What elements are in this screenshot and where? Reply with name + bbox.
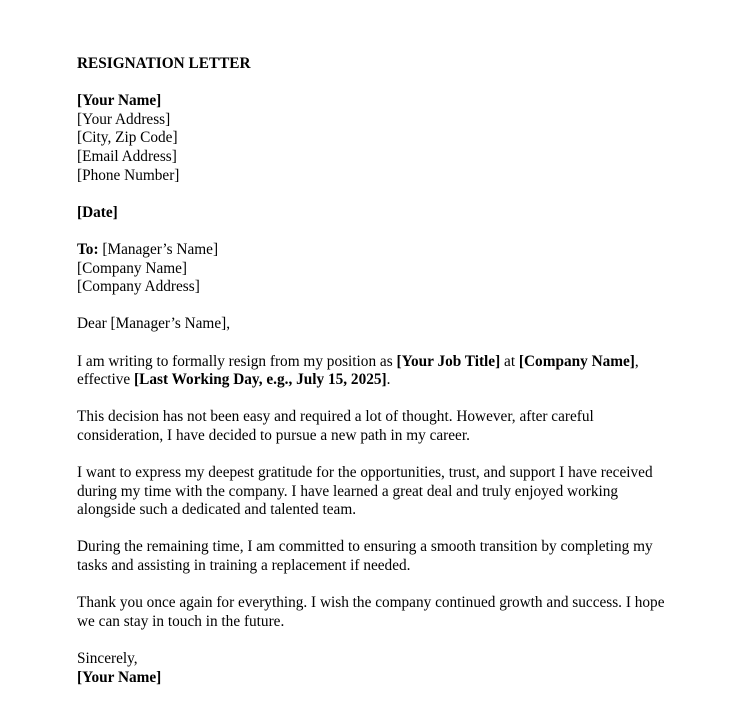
sender-address: [Your Address]: [77, 110, 171, 128]
paragraph-line: This decision has not been easy and required a lot of thought. However, after careful: [77, 408, 594, 426]
letter-date: [Date]: [77, 203, 118, 221]
text-fragment: ,: [634, 352, 639, 370]
recipient-manager-line: [77, 241, 707, 260]
paragraph-line: I want to express my deepest gratitude for the opportunities, trust, and support I have received: [77, 464, 653, 482]
spacer: [77, 222, 707, 241]
company-name-placeholder: [Company Name]: [518, 352, 635, 370]
paragraph-intro: [77, 353, 707, 390]
sender-block: [77, 92, 707, 185]
recipient-company: [Company Name]: [77, 259, 188, 277]
text-fragment: .: [386, 371, 391, 389]
paragraph-line: During the remaining time, I am committed to ensuring a smooth transition by completing my: [77, 538, 653, 556]
text-fragment: effective: [77, 371, 135, 389]
paragraph-line: we can stay in touch in the future.: [77, 612, 285, 630]
spacer: [77, 297, 707, 316]
text-fragment: I am writing to formally resign from my position as: [77, 352, 397, 370]
signature-name: [Your Name]: [77, 668, 162, 686]
sender-email: [Email Address]: [77, 147, 177, 165]
closing: Sincerely,: [77, 650, 138, 667]
spacer: [77, 576, 707, 595]
paragraph-intro-line-2: [77, 371, 707, 390]
letter-title: RESIGNATION LETTER: [77, 55, 251, 72]
sender-city-zip: [City, Zip Code]: [77, 129, 178, 147]
spacer: [77, 185, 707, 204]
letter-document: [77, 55, 707, 687]
paragraph-thanks: [77, 594, 707, 631]
spacer: [77, 74, 707, 93]
paragraph-intro-line-1: [77, 353, 707, 372]
paragraph-line: during my time with the company. I have learned a great deal and truly enjoyed working: [77, 482, 619, 500]
paragraph-decision: [77, 408, 707, 445]
spacer: [77, 520, 707, 539]
sender-name: [Your Name]: [77, 92, 162, 110]
paragraph-line: tasks and assisting in training a replacement if needed.: [77, 557, 411, 575]
paragraph-line: consideration, I have decided to pursue a new path in my career.: [77, 426, 470, 444]
to-label: To:: [77, 240, 99, 258]
text-fragment: at: [500, 352, 519, 370]
job-title-placeholder: [Your Job Title]: [396, 352, 501, 370]
recipient-company-address: [Company Address]: [77, 278, 200, 296]
salutation: Dear [Manager’s Name],: [77, 315, 231, 333]
sender-phone: [Phone Number]: [77, 166, 180, 184]
spacer: [77, 334, 707, 353]
paragraph-line: Thank you once again for everything. I wish the company continued growth and success. I hope: [77, 594, 665, 612]
paragraph-line: alongside such a dedicated and talented team.: [77, 501, 357, 519]
recipient-block: [77, 241, 707, 297]
paragraph-transition: [77, 538, 707, 575]
last-day-placeholder: [Last Working Day, e.g., July 15, 2025]: [134, 371, 387, 389]
spacer: [77, 445, 707, 464]
spacer: [77, 631, 707, 650]
spacer: [77, 390, 707, 409]
paragraph-gratitude: [77, 464, 707, 520]
recipient-manager: [Manager’s Name]: [98, 240, 219, 258]
